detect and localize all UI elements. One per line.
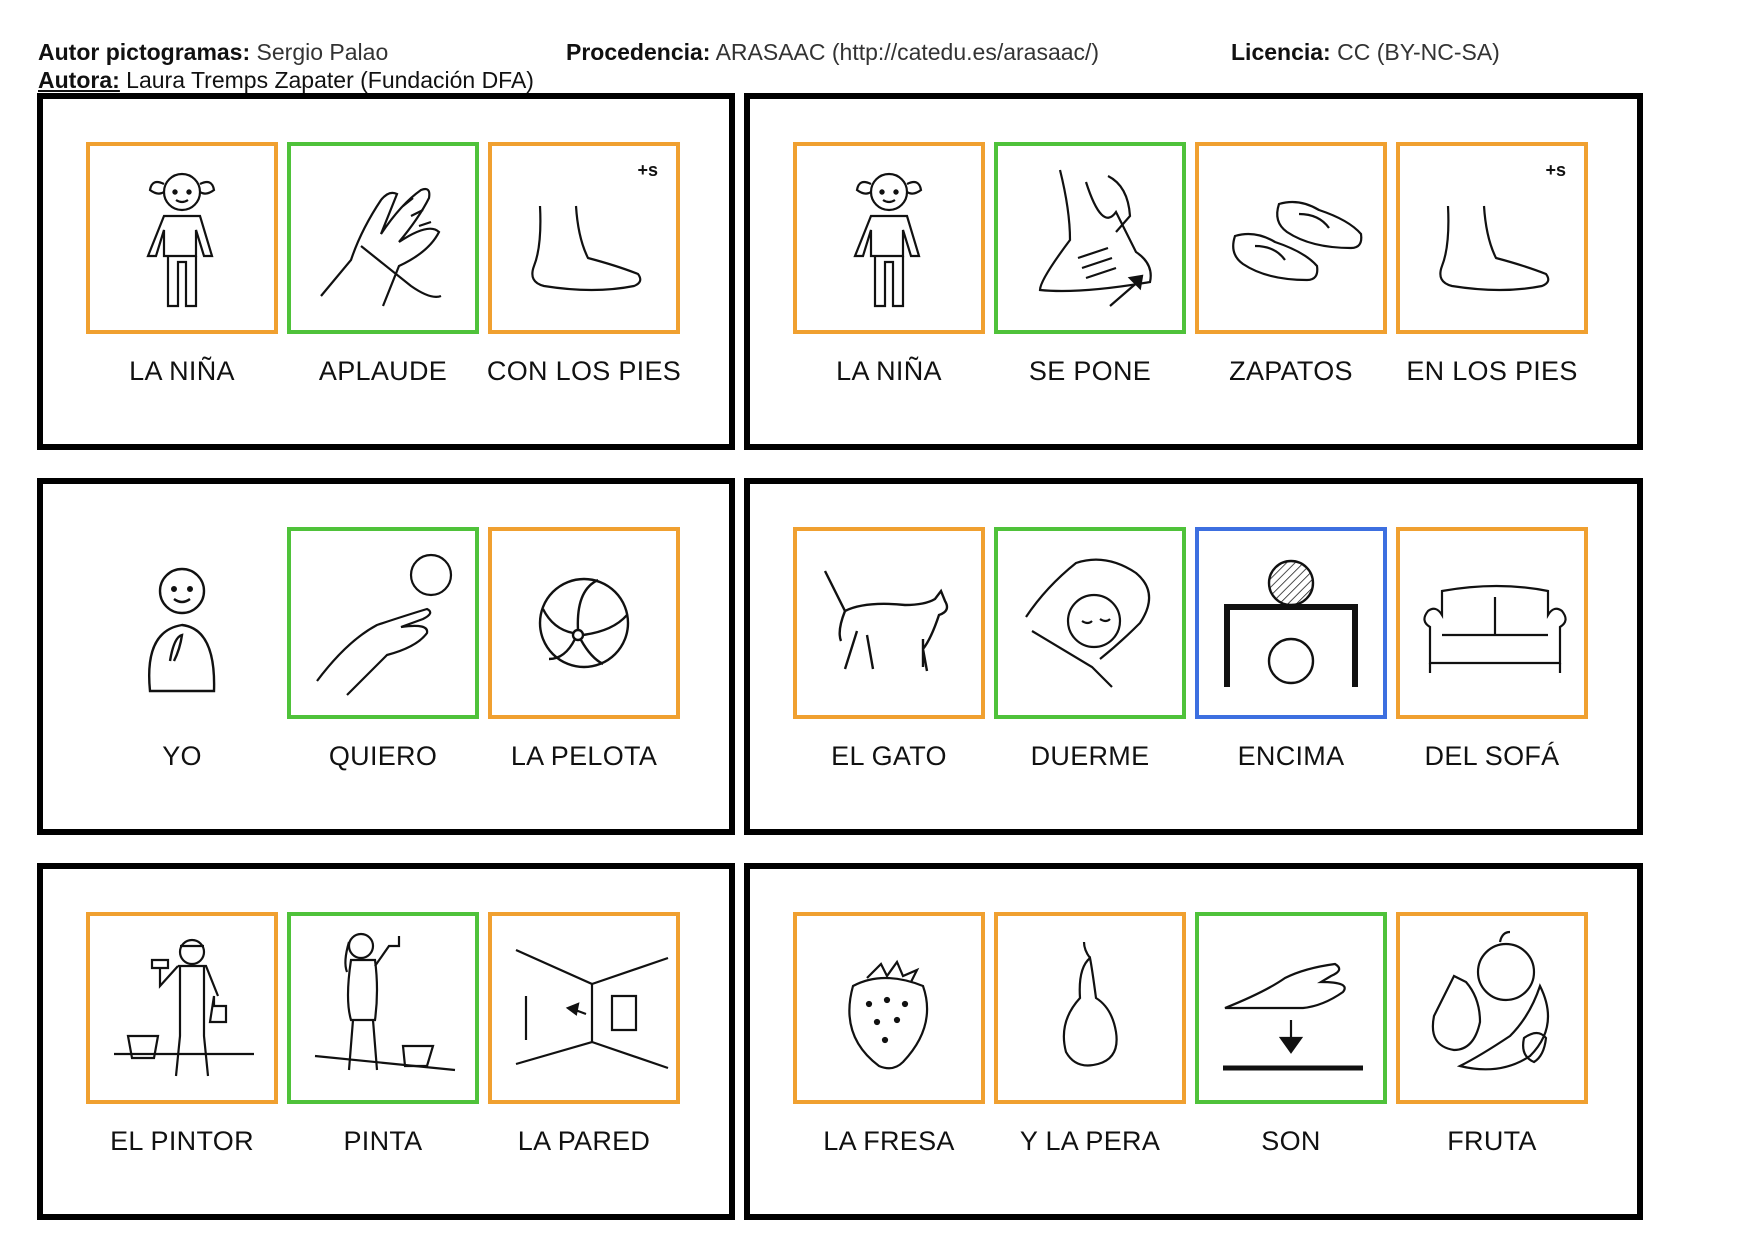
word-card-encima[interactable] [1195,527,1387,719]
word-card-yo[interactable] [86,527,278,719]
word-card-la-nina[interactable] [86,142,278,334]
word-card-son[interactable] [1195,912,1387,1104]
ball-icon [492,531,676,715]
word-label: SE PONE [1028,356,1152,386]
word-label: EL GATO [831,741,947,771]
pear-icon [998,916,1182,1100]
shoes-icon [1199,146,1383,330]
girl-icon [90,146,274,330]
word-label: LA PELOTA [510,741,658,771]
license-credit [1231,38,1500,66]
wall-icon [492,916,676,1100]
on-top-icon [1199,531,1383,715]
word-card-duerme[interactable] [994,527,1186,719]
author-value: Sergio Palao [256,39,389,65]
word-label: QUIERO [328,741,438,771]
put-on-shoe-icon [998,146,1182,330]
word-card-la-pared[interactable] [488,912,680,1104]
cat-icon [797,531,981,715]
word-card-el-pintor[interactable] [86,912,278,1104]
word-card-con-los-pies[interactable] [488,142,680,334]
painter-icon [90,916,274,1100]
word-label: LA FRESA [823,1126,955,1156]
word-label: LA NIÑA [129,356,235,386]
word-label: LA PARED [517,1126,651,1156]
word-label: SON [1261,1126,1321,1156]
word-card-en-los-pies[interactable] [1396,142,1588,334]
word-label: CON LOS PIES [486,356,682,386]
girl-icon [797,146,981,330]
source-value: ARASAAC (http://catedu.es/arasaac/) [715,39,1100,65]
author-label: Autor pictogramas: [38,39,251,65]
word-card-la-pelota[interactable] [488,527,680,719]
word-card-quiero[interactable] [287,527,479,719]
plural-marker: +s [1545,160,1566,180]
word-card-la-nina[interactable] [793,142,985,334]
word-card-aplaude[interactable] [287,142,479,334]
painting-icon [291,916,475,1100]
word-card-fruta[interactable] [1396,912,1588,1104]
authoress-label: Autora: [38,67,120,93]
are-icon [1199,916,1383,1100]
word-label: PINTA [343,1126,423,1156]
word-label: ZAPATOS [1229,356,1353,386]
me-icon [90,531,274,715]
authoress-credit [38,66,534,94]
word-label: Y LA PERA [1019,1126,1161,1156]
word-card-del-sofa[interactable] [1396,527,1588,719]
word-label: DEL SOFÁ [1424,741,1560,771]
word-label: EN LOS PIES [1406,356,1578,386]
sofa-icon [1400,531,1584,715]
foot-icon [492,146,676,330]
fruit-icon [1400,916,1584,1100]
clapping-hands-icon [291,146,475,330]
license-value: CC (BY-NC-SA) [1337,39,1500,65]
foot-icon [1400,146,1584,330]
word-label: FRUTA [1447,1126,1537,1156]
word-label: APLAUDE [318,356,448,386]
word-label: LA NIÑA [836,356,942,386]
word-card-pinta[interactable] [287,912,479,1104]
word-label: DUERME [1030,741,1150,771]
source-label: Procedencia: [566,39,711,65]
author-credit [38,38,388,66]
plural-marker: +s [637,160,658,180]
word-label: YO [162,741,202,771]
word-label: EL PINTOR [110,1126,254,1156]
authoress-value: Laura Tremps Zapater (Fundación DFA) [126,67,534,93]
sleeping-icon [998,531,1182,715]
word-card-zapatos[interactable] [1195,142,1387,334]
word-card-se-pone[interactable] [994,142,1186,334]
word-card-el-gato[interactable] [793,527,985,719]
word-card-y-la-pera[interactable] [994,912,1186,1104]
word-label: ENCIMA [1237,741,1345,771]
source-credit [566,38,1099,66]
word-card-la-fresa[interactable] [793,912,985,1104]
license-label: Licencia: [1231,39,1331,65]
strawberry-icon [797,916,981,1100]
want-hand-icon [291,531,475,715]
